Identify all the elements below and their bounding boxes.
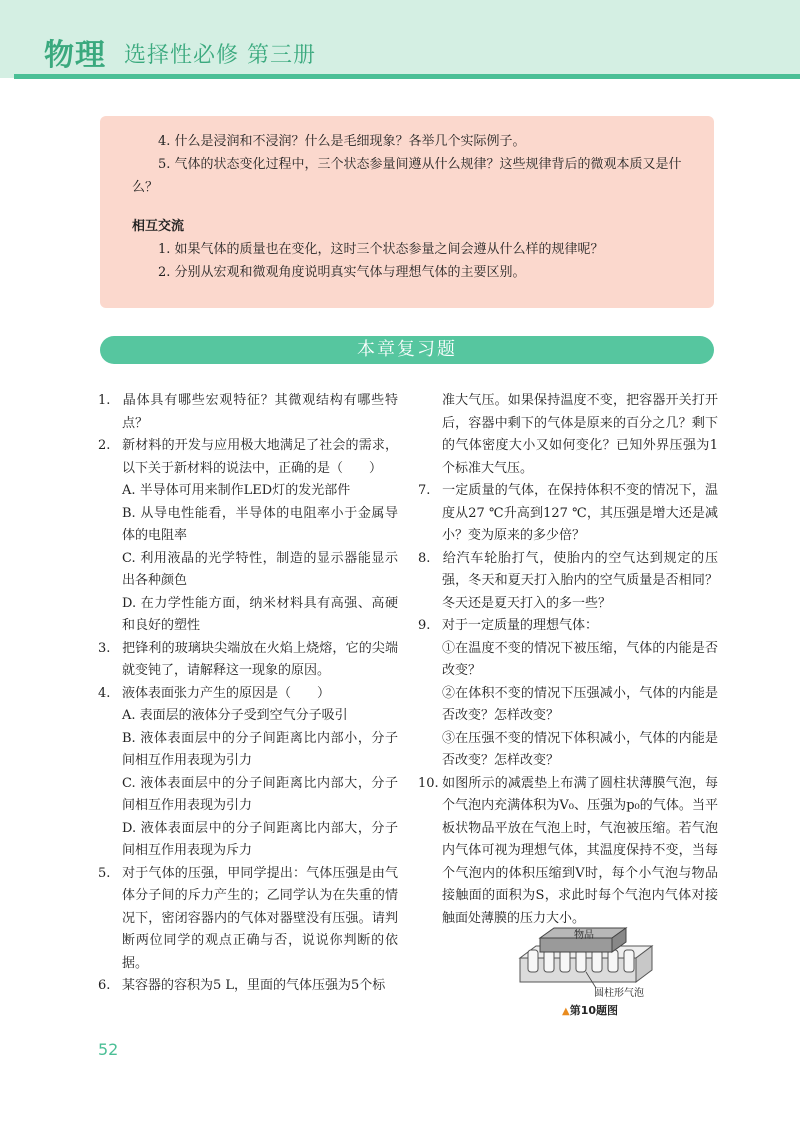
question-10 — [418, 773, 718, 931]
bubble — [560, 950, 570, 972]
bubble — [576, 950, 586, 972]
question-4-option-a: A. 表面层的液体分子受到空气分子吸引 — [122, 708, 348, 723]
bubble — [544, 950, 554, 972]
question-text: 对于气体的压强，甲同学提出：气体压强是由气体分子间的斥力产生的；乙同学认为在失重的情况下，密闭容器内的气体对器壁没有压强。请判断两位同学的观点正确与否，说说你判断的依据。 — [122, 865, 398, 971]
summary-question-5: 5. 气体的状态变化过程中，三个状态参量间遵从什么规律？这些规律背后的微观本质又是什么？ — [132, 157, 682, 195]
question-text: 一定质量的气体，在保持体积不变的情况下，温度从27 ℃升高到127 ℃，其压强是增大还是减小？变为原来的多少倍？ — [442, 483, 718, 543]
question-6-continued: 准大气压。如果保持温度不变，把容器开关打开后，容器中剩下的气体是原来的百分之几？剩下的气体密度大小又如何变化？已知外界压强为1个标准大气压。 — [442, 393, 718, 476]
question-text: 对于一定质量的理想气体： — [442, 618, 599, 633]
question-text: 如图所示的减震垫上布满了圆柱状薄膜气泡，每个气泡内充满体积为V₀、压强为p₀的气体。当平板状物品平放在气泡上时，气泡被压缩。若气泡内气体可视为理想气体，其温度保持不变，当每个气泡内的体积压缩到V时，每个小气泡与物品接触面的面积为S，求此时每个气泡内气体对接触面处薄膜的压力大小。 — [442, 775, 718, 926]
question-1 — [98, 390, 398, 435]
question-text: 晶体具有哪些宏观特征？其微观结构有哪些特点？ — [122, 393, 398, 431]
question-2-option-a: A. 半导体可用来制作LED灯的发光部件 — [122, 483, 351, 498]
bubble — [608, 950, 618, 972]
question-2-option-d: D. 在力学性能方面，纳米材料具有高强、高硬和良好的塑性 — [122, 595, 398, 633]
question-number: 2. — [98, 438, 111, 453]
figure-label-item: 物品 — [574, 930, 594, 941]
question-2 — [98, 435, 398, 480]
bubble-row — [528, 950, 634, 972]
question-text: 给汽车轮胎打气，使胎内的空气达到规定的压强，冬天和夏天打入胎内的空气质量是否相同？冬天还是夏天打入的多一些？ — [442, 550, 718, 611]
question-2-option-c: C. 利用液晶的光学特性，制造的显示器能显示出各种颜色 — [122, 550, 398, 588]
question-text: 某容器的容积为5 L，里面的气体压强为5个标 — [122, 978, 386, 993]
question-9-sub-1: ①在温度不变的情况下被压缩，气体的内能是否改变？ — [442, 640, 718, 678]
question-number: 8. — [418, 550, 431, 566]
discussion-item-1: 1. 如果气体的质量也在变化，这时三个状态参量之间会遵从什么样的规律呢？ — [158, 242, 604, 257]
question-4-option-b: B. 液体表面层中的分子间距离比内部小，分子间相互作用表现为引力 — [122, 730, 398, 768]
header-underline — [14, 74, 800, 79]
question-4-option-d: D. 液体表面层中的分子间距离比内部大，分子间相互作用表现为斥力 — [122, 820, 398, 858]
question-number: 10. — [418, 775, 439, 791]
discussion-title: 相互交流 — [132, 219, 185, 234]
question-8 — [418, 548, 718, 616]
question-number: 1. — [98, 393, 111, 408]
questions-left-column — [98, 390, 398, 998]
question-2-option-b: B. 从导电性能看，半导体的电阻率小于金属导体的电阻率 — [122, 505, 398, 543]
bubble — [592, 950, 602, 972]
question-text: 液体表面张力产生的原因是（ ） — [122, 685, 331, 701]
question-6 — [98, 975, 398, 998]
page-number: 52 — [98, 1040, 119, 1059]
caption-text: 第10题图 — [569, 1004, 619, 1017]
book-subtitle: 选择性必修 第三册 — [124, 43, 316, 68]
question-number: 7. — [418, 483, 431, 498]
question-number: 4. — [98, 685, 111, 701]
discussion-item-2: 2. 分别从宏观和微观角度说明真实气体与理想气体的主要区别。 — [158, 265, 526, 280]
figure-label-bubble: 圆柱形气泡 — [594, 988, 644, 999]
section-banner: 本章复习题 — [100, 336, 714, 364]
question-text: 新材料的开发与应用极大地满足了社会的需求，以下关于新材料的说法中，正确的是（ ） — [122, 438, 398, 476]
question-number: 5. — [98, 865, 111, 881]
question-number: 9. — [418, 618, 431, 633]
page-header — [0, 0, 800, 78]
question-number: 6. — [98, 978, 111, 993]
question-text: 把锋利的玻璃块尖端放在火焰上烧熔，它的尖端就变钝了，请解释这一现象的原因。 — [122, 640, 398, 678]
caption-triangle-icon: ▲ — [562, 1006, 570, 1017]
question-4 — [98, 683, 398, 706]
chapter-summary-box — [100, 116, 714, 308]
summary-question-4: 4. 什么是浸润和不浸润？什么是毛细现象？各举几个实际例子。 — [158, 134, 526, 149]
question-9 — [418, 615, 718, 638]
question-7 — [418, 480, 718, 548]
question-number: 3. — [98, 640, 111, 656]
question-4-option-c: C. 液体表面层中的分子间距离比内部大，分子间相互作用表现为引力 — [122, 775, 398, 813]
question-9-sub-3: ③在压强不变的情况下体积减小，气体的内能是否改变？怎样改变？ — [442, 730, 718, 768]
bubble — [528, 950, 538, 972]
question-9-sub-2: ②在体积不变的情况下压强减小，气体的内能是否改变？怎样改变？ — [442, 685, 718, 723]
question-3 — [98, 638, 398, 683]
figure-caption — [562, 1002, 618, 1018]
book-title: 物理 — [44, 38, 106, 73]
bubble — [624, 950, 634, 972]
question-5 — [98, 863, 398, 976]
questions-right-column — [418, 390, 718, 930]
